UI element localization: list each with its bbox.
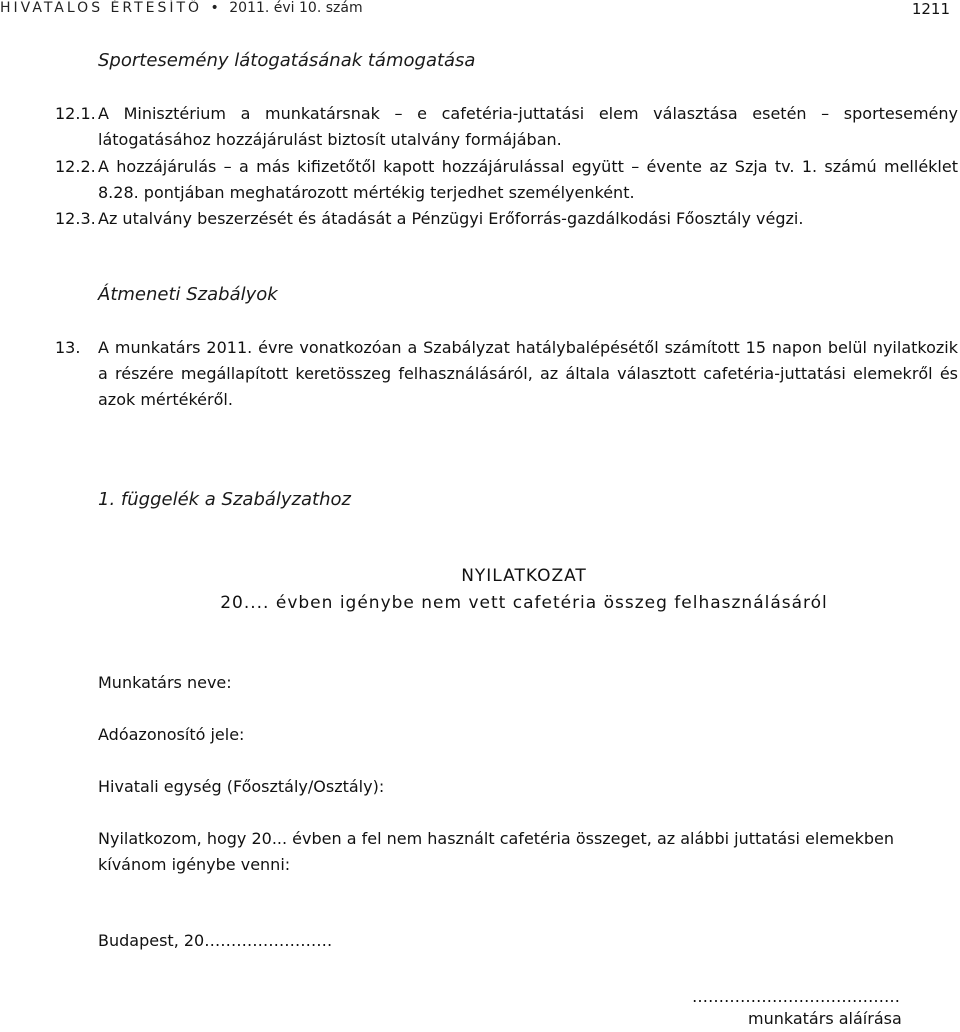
employee-name-label: Munkatárs neve: — [98, 673, 232, 692]
appendix-title: 1. függelék a Szabályzathoz — [98, 489, 351, 510]
declaration-subheading: 20.... évben igénybe nem vett cafetéria összeg felhasználásáról — [220, 593, 828, 613]
running-header — [0, 0, 363, 16]
paragraph-12-2 — [0, 154, 960, 206]
publication-title: HIVATALOS ÉRTESÍTŐ — [0, 0, 203, 16]
tax-id-label: Adóazonosító jele: — [98, 725, 245, 744]
issue-label: 2011. évi 10. szám — [229, 0, 363, 16]
paragraph-text: A Minisztérium a munkatársnak – e cafetéria-juttatási elem választása esetén – sportesemény látogatásához hozzájárulást biztosít utalvány formájában. — [98, 104, 958, 149]
section-title-transitional: Átmeneti Szabályok — [98, 284, 278, 305]
department-label: Hivatali egység (Főosztály/Osztály): — [98, 777, 385, 796]
section-title-sport: Sportesemény látogatásának támogatása — [98, 50, 476, 71]
paragraph-text: A munkatárs 2011. évre vonatkozóan a Szabályzat hatálybalépésétől számított 15 napon belül nyilatkozik a részére megállapított keretösszeg felhasználásáról, az általa választott cafetéria-juttatási elemekről és azok mértékéről. — [98, 338, 958, 409]
header-bullet: • — [210, 0, 219, 16]
signature-line: ………………………………… — [692, 987, 900, 1006]
paragraph-text: Az utalvány beszerzését és átadását a Pénzügyi Erőforrás-gazdálkodási Főosztály végzi. — [98, 209, 804, 228]
place-date-line: Budapest, 20…………………… — [98, 931, 333, 950]
paragraph-12-1 — [0, 101, 960, 153]
statement-text: Nyilatkozom, hogy 20... évben a fel nem használt cafetéria összeget, az alábbi juttatási elemekben kívánom igénybe venni: — [98, 829, 894, 874]
page-number: 1211 — [911, 0, 950, 18]
paragraph-number: 12.1. — [55, 104, 96, 123]
declaration-heading: NYILATKOZAT — [461, 566, 587, 586]
paragraph-number: 12.2. — [55, 157, 96, 176]
paragraph-number: 13. — [55, 338, 81, 357]
paragraph-12-3 — [0, 206, 960, 232]
paragraph-number: 12.3. — [55, 209, 96, 228]
paragraph-text: A hozzájárulás – a más kifizetőtől kapott hozzájárulással együtt – évente az Szja tv. 1. számú melléklet 8.28. pontjában meghatározott mértékig terjedhet személyenként. — [98, 157, 958, 202]
paragraph-13 — [0, 335, 960, 409]
signature-label: munkatárs aláírása — [748, 1009, 902, 1028]
